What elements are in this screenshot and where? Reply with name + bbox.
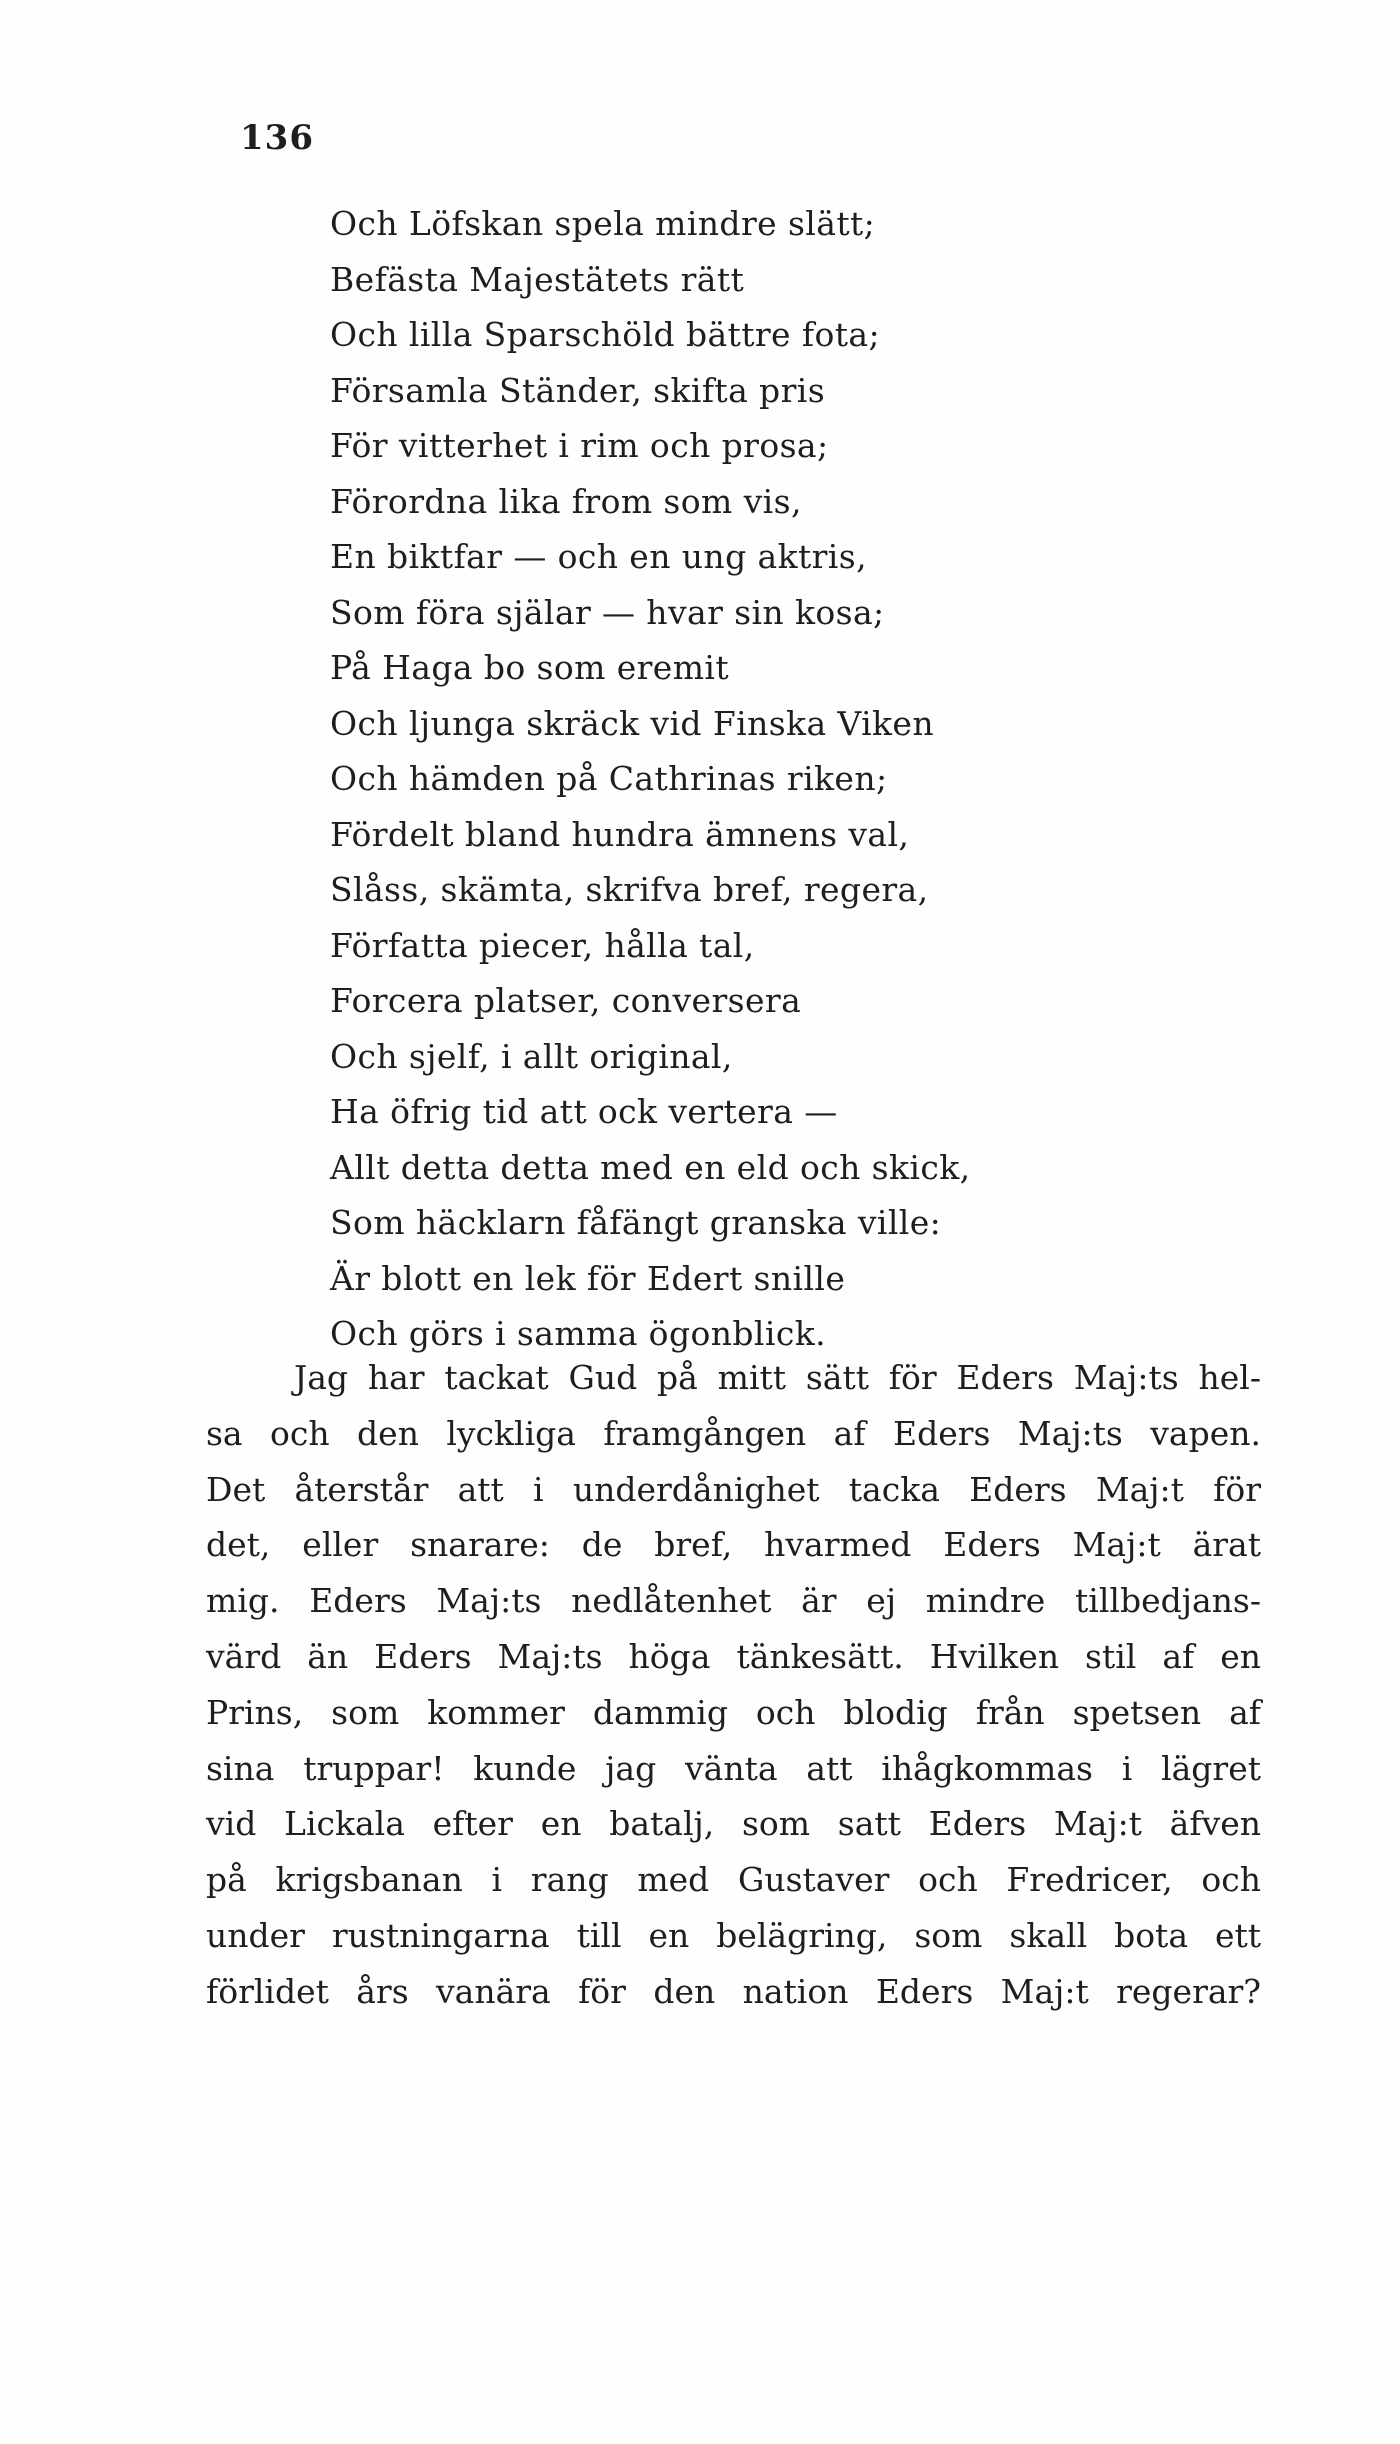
poem-line: Och Löfskan spela mindre slätt;	[330, 204, 876, 243]
poem-stanza	[330, 196, 1290, 1362]
poem-line: Förordna lika from som vis,	[330, 481, 802, 521]
poem-line: Församla Ständer, skifta pris	[330, 370, 826, 410]
prose-line: under rustningarna till en belägring, som skall bota ett	[206, 1915, 1261, 1955]
prose-line: på krigsbanan i rang med Gustaver och Fredricer, och	[206, 1860, 1261, 1900]
prose-paragraph	[206, 1350, 1261, 2020]
poem-line: Och lilla Sparschöld bättre fota;	[330, 315, 880, 354]
poem-line: Och sjelf, i allt original,	[330, 1036, 733, 1076]
prose-line: Jag har tackat Gud på mitt sätt för Eders Maj:ts hel-	[294, 1358, 1261, 1397]
poem-line: Författa piecer, hålla tal,	[330, 925, 755, 965]
poem-line: Allt detta detta med en eld och skick,	[330, 1147, 971, 1187]
prose-line: Prins, som kommer dammig och blodig från spetsen af	[206, 1692, 1261, 1732]
prose-line: sina truppar! kunde jag vänta att ihågkommas i lägret	[206, 1748, 1261, 1788]
poem-line: Som häcklarn fåfängt granska ville:	[330, 1203, 942, 1242]
poem-line: Och hämden på Cathrinas riken;	[330, 759, 888, 798]
poem-line: För vitterhet i rim och prosa;	[330, 426, 829, 465]
prose-line: det, eller snarare: de bref, hvarmed Eders Maj:t ärat	[206, 1525, 1261, 1565]
poem-line: Är blott en lek för Edert snille	[330, 1258, 846, 1298]
poem-line: Och görs i samma ögonblick.	[330, 1314, 826, 1353]
poem-line: Forcera platser, conversera	[330, 981, 802, 1020]
poem-line: En biktfar — och en ung aktris,	[330, 537, 867, 576]
prose-line: förlidet års vanära för den nation Eders Maj:t regerar?	[206, 1971, 1261, 2011]
poem-line: På Haga bo som eremit	[330, 648, 730, 687]
page-number: 136	[240, 118, 314, 158]
prose-line: sa och den lyckliga framgången af Eders Maj:ts vapen.	[206, 1413, 1261, 1453]
poem-line: Slåss, skämta, skrifva bref, regera,	[330, 870, 929, 909]
poem-line: Ha öfrig tid att ock vertera —	[330, 1092, 838, 1131]
prose-line: vid Lickala efter en batalj, som satt Eders Maj:t äfven	[206, 1804, 1261, 1844]
prose-line: Det återstår att i underdånighet tacka Eders Maj:t för	[206, 1469, 1261, 1509]
poem-line: Befästa Majestätets rätt	[330, 259, 745, 299]
poem-line: Och ljunga skräck vid Finska Viken	[330, 703, 935, 743]
prose-line: värd än Eders Maj:ts höga tänkesätt. Hvilken stil af en	[206, 1636, 1261, 1676]
prose-line: mig. Eders Maj:ts nedlåtenhet är ej mindre tillbedjans-	[206, 1581, 1261, 1621]
poem-line: Fördelt bland hundra ämnens val,	[330, 814, 910, 854]
poem-line: Som föra själar — hvar sin kosa;	[330, 592, 885, 632]
